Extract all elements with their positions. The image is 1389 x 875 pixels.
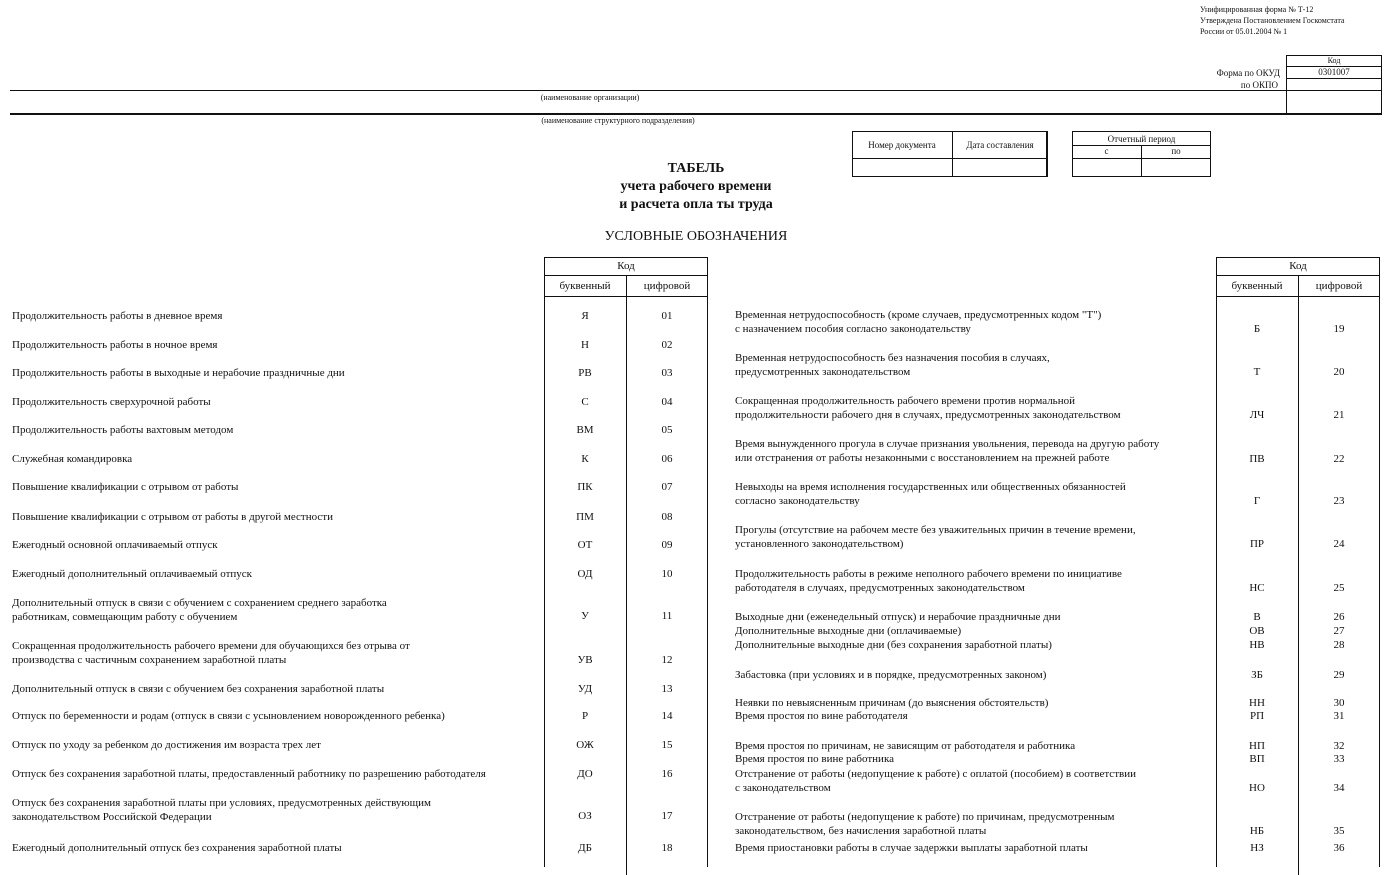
letter-code: ЗБ: [1251, 669, 1263, 681]
title-line-1: ТАБЕЛЬ: [667, 161, 725, 176]
letter-code: ВП: [1249, 753, 1265, 765]
form-line-1: Унифицированная форма № Т-12: [1200, 5, 1314, 14]
legend-row-label: Невыходы на время исполнения государственных или общественных обязанностей согласно законодательству: [735, 481, 1126, 507]
letter-code: Н: [581, 339, 589, 351]
digit-code: 11: [661, 610, 673, 622]
legend-row-label: Дополнительный отпуск в связи с обучением с сохранением среднего заработка работникам, совмещающим работу с обучением: [12, 597, 387, 623]
digit-code: 28: [1333, 639, 1345, 651]
legend-row-label: Ежегодный дополнительный отпуск без сохранения заработной платы: [12, 842, 342, 854]
period-to-label: по: [1171, 146, 1181, 156]
digit-code: 20: [1333, 366, 1345, 378]
letter-code: Б: [1253, 323, 1261, 335]
title-line-2: учета рабочего времени: [620, 179, 772, 194]
legend-row-label: Ежегодный основной оплачиваемый отпуск: [12, 539, 218, 551]
legend-row-label: Временная нетрудоспособность без назначения пособия в случаях, предусмотренных законодательством: [735, 352, 1050, 378]
letter-code: ОВ: [1249, 625, 1265, 637]
legend-row-label: Отстранение от работы (недопущение к работе) с оплатой (пособием) в соответствии с законодательством: [735, 768, 1136, 794]
legend-row-label: Дополнительные выходные дни (оплачиваемые): [735, 625, 962, 637]
legend-row-label: Ежегодный дополнительный оплачиваемый отпуск: [12, 568, 253, 580]
digit-code: 24: [1333, 538, 1345, 550]
period-from-label: с: [1104, 146, 1109, 156]
legend-row-label: Выходные дни (еженедельный отпуск) и нерабочие праздничные дни: [735, 611, 1061, 623]
left-letter-label: буквенный: [559, 280, 611, 292]
legend-row-label: Время простоя по вине работника: [735, 753, 895, 765]
okud-label: Форма по ОКУД: [1216, 68, 1280, 78]
digit-code: 34: [1333, 782, 1345, 794]
digit-code: 08: [661, 511, 673, 523]
legend-row-label: Продолжительность работы в дневное время: [12, 310, 223, 322]
digit-code: 09: [661, 539, 673, 551]
legend-row-label: Временная нетрудоспособность (кроме случаев, предусмотренных кодом "Т") с назначением пособия согласно законодательству: [735, 309, 1102, 335]
letter-code: НВ: [1249, 639, 1265, 651]
digit-code: 03: [661, 367, 673, 379]
doc-number-label: Номер документа: [868, 140, 936, 150]
letter-code: ОТ: [577, 539, 593, 551]
letter-code: Т: [1253, 366, 1261, 378]
page-title: [546, 160, 846, 214]
legend-row-label: Забастовка (при условиях и в порядке, предусмотренных законом): [735, 669, 1047, 681]
letter-code: ОЗ: [578, 810, 592, 822]
form-line-3: России от 05.01.2004 № 1: [1200, 27, 1288, 36]
digit-code: 14: [661, 710, 673, 722]
legend-row-label: Повышение квалификации с отрывом от работы в другой местности: [12, 511, 333, 523]
letter-code: УВ: [577, 654, 593, 666]
letter-code: Я: [581, 310, 589, 322]
digit-code: 16: [661, 768, 673, 780]
legend-row-label: Сокращенная продолжительность рабочего времени против нормальной продолжительности рабочего дня в случаях, предусмотренных законодательством: [735, 395, 1121, 421]
legend-row-label: Повышение квалификации с отрывом от работы: [12, 481, 239, 493]
digit-code: 04: [661, 396, 673, 408]
digit-code: 17: [661, 810, 673, 822]
right-digit-label: цифровой: [1315, 280, 1363, 292]
digit-code: 30: [1333, 697, 1345, 709]
form-header: [1200, 4, 1344, 37]
digit-code: 36: [1333, 842, 1345, 854]
letter-code: ДБ: [578, 842, 592, 854]
legend-row-label: Отпуск по беременности и родам (отпуск в связи с усыновлением новорожденного ребенка): [12, 710, 445, 722]
digit-code: 06: [661, 453, 673, 465]
letter-code: ПР: [1249, 538, 1265, 550]
left-digit-label: цифровой: [643, 280, 691, 292]
digit-code: 10: [661, 568, 673, 580]
org-line: [10, 90, 1286, 91]
digit-code: 15: [661, 739, 673, 751]
right-letter-label: буквенный: [1231, 280, 1283, 292]
letter-code: К: [581, 453, 589, 465]
letter-code: ОД: [577, 568, 593, 580]
legend-row-label: Время простоя по вине работодателя: [735, 710, 908, 722]
legend-row-label: Отпуск без сохранения заработной платы, предоставленный работнику по разрешению работодателя: [12, 768, 486, 780]
digit-code: 01: [661, 310, 673, 322]
legend-row-label: Продолжительность работы в режиме неполного рабочего времени по инициативе работодателя в случаях, предусмотренных законодательством: [735, 568, 1122, 594]
digit-code: 02: [661, 339, 673, 351]
digit-code: 31: [1333, 710, 1345, 722]
legend-row-label: Прогулы (отсутствие на рабочем месте без уважительных причин в течение времени, установленного законодательством): [735, 524, 1136, 550]
digit-code: 13: [661, 683, 673, 695]
digit-code: 33: [1333, 753, 1345, 765]
letter-code: НБ: [1249, 825, 1265, 837]
legend-row-label: Время вынужденного прогула в случае признания увольнения, перевода на другую работу или отстранения от работы незаконными с восстановлением на прежней работе: [735, 438, 1160, 464]
legend-row-label: Отпуск по уходу за ребенком до достижения им возраста трех лет: [12, 739, 321, 751]
letter-code: У: [581, 610, 589, 622]
digit-code: 05: [661, 424, 673, 436]
digit-code: 27: [1333, 625, 1345, 637]
legend-row-label: Продолжительность сверхурочной работы: [12, 396, 211, 408]
digit-code: 23: [1333, 495, 1345, 507]
right-kod-label: Код: [1289, 260, 1307, 272]
dept-caption: (наименование структурного подразделения): [541, 116, 695, 125]
digit-code: 35: [1333, 825, 1345, 837]
legend-row-label: Отпуск без сохранения заработной платы при условиях, предусмотренных действующим законодательством Российской Федерации: [12, 797, 431, 823]
title-line-3: и расчета опла ты труда: [619, 197, 773, 212]
dept-line: [10, 113, 1382, 115]
digit-code: 32: [1333, 740, 1345, 752]
letter-code: ОЖ: [576, 739, 594, 751]
legend-row-label: Продолжительность работы в выходные и нерабочие праздничные дни: [12, 367, 345, 379]
code-box-title: Код: [1327, 56, 1341, 65]
legend-row-label: Продолжительность работы в ночное время: [12, 339, 218, 351]
digit-code: 21: [1333, 409, 1345, 421]
digit-code: 12: [661, 654, 673, 666]
letter-code: В: [1253, 611, 1261, 623]
okpo-label: по ОКПО: [1240, 80, 1278, 90]
letter-code: ПМ: [576, 511, 594, 523]
letter-code: НС: [1249, 582, 1265, 594]
legend-row-label: Отстранение от работы (недопущение к работе) по причинам, предусмотренным законодательством, без начисления заработной платы: [735, 811, 1115, 837]
letter-code: ПВ: [1249, 453, 1265, 465]
legend-row-label: Продолжительность работы вахтовым методом: [12, 424, 234, 436]
doc-date-label: Дата составления: [966, 140, 1034, 150]
legend-row-label: Неявки по невыясненным причинам (до выяснения обстоятельств): [735, 697, 1049, 709]
letter-code: ЛЧ: [1249, 409, 1265, 421]
digit-code: 26: [1333, 611, 1345, 623]
letter-code: НП: [1249, 740, 1265, 752]
letter-code: ДО: [577, 768, 593, 780]
letter-code: ВМ: [576, 424, 594, 436]
legend-row-label: Дополнительный отпуск в связи с обучением без сохранения заработной платы: [12, 683, 385, 695]
digit-code: 07: [661, 481, 673, 493]
letter-code: НН: [1249, 697, 1265, 709]
letter-code: УД: [577, 683, 593, 695]
letter-code: НЗ: [1250, 842, 1264, 854]
legend-row-label: Служебная командировка: [12, 453, 133, 465]
okud-value: 0301007: [1318, 67, 1350, 77]
digit-code: 19: [1333, 323, 1345, 335]
digit-code: 18: [661, 842, 673, 854]
letter-code: РП: [1249, 710, 1265, 722]
left-kod-label: Код: [617, 260, 635, 272]
legend-row-label: Сокращенная продолжительность рабочего времени для обучающихся без отрыва от производства с частичным сохранением заработной платы: [12, 640, 410, 666]
digit-code: 25: [1333, 582, 1345, 594]
legend-title: УСЛОВНЫЕ ОБОЗНАЧЕНИЯ: [604, 229, 788, 244]
letter-code: Г: [1253, 495, 1261, 507]
letter-code: ПК: [577, 481, 593, 493]
letter-code: НО: [1249, 782, 1265, 794]
form-line-2: Утверждена Постановлением Госкомстата: [1200, 16, 1345, 25]
legend-row-label: Дополнительные выходные дни (без сохранения заработной платы): [735, 639, 1052, 651]
legend-row-label: Время простоя по причинам, не зависящим от работодателя и работника: [735, 740, 1076, 752]
org-caption: (наименование организации): [540, 93, 640, 102]
digit-code: 22: [1333, 453, 1345, 465]
letter-code: РВ: [578, 367, 592, 379]
letter-code: Р: [581, 710, 589, 722]
period-label: Отчетный период: [1107, 134, 1176, 144]
legend-row-label: Время приостановки работы в случае задержки выплаты заработной платы: [735, 842, 1088, 854]
doc-box: [852, 131, 1048, 177]
digit-code: 29: [1333, 669, 1345, 681]
letter-code: С: [581, 396, 589, 408]
